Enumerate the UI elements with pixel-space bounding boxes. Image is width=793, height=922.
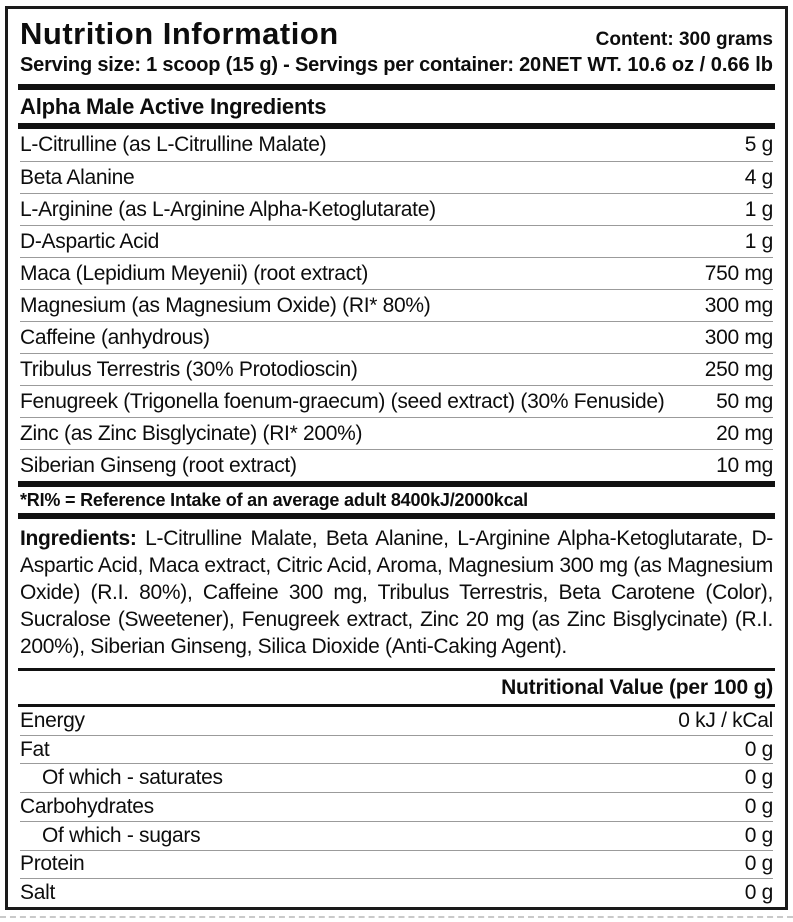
row-label: Fenugreek (Trigonella foenum-graecum) (seed extract) (30% Fenuside): [20, 389, 665, 413]
label-header: [8, 9, 785, 84]
table-row: [20, 129, 773, 161]
table-row: [20, 289, 773, 321]
row-value: 0 g: [744, 852, 773, 876]
row-label: Tribulus Terrestris (30% Protodioscin): [20, 357, 358, 381]
table-row: [20, 161, 773, 193]
row-value: 0 g: [744, 823, 773, 847]
row-value: 20 mg: [716, 421, 773, 445]
table-row: [20, 792, 773, 821]
row-label: Beta Alanine: [20, 165, 135, 189]
page-title: Nutrition Information: [20, 16, 339, 51]
table-row: [20, 225, 773, 257]
ingredients-paragraph: [8, 519, 785, 668]
row-label: L-Arginine (as L-Arginine Alpha-Ketoglutarate): [20, 197, 436, 221]
header-left: [20, 16, 541, 78]
table-row: [20, 707, 773, 735]
row-value: 10 mg: [716, 453, 773, 477]
row-label: Caffeine (anhydrous): [20, 325, 210, 349]
row-label: Energy: [20, 708, 85, 732]
content-weight-text: Content: 300 grams: [595, 29, 773, 50]
ingredients-text: L-Citrulline Malate, Beta Alanine, L-Arginine Alpha-Ketoglutarate, D-Aspartic Acid, Maca extract, Citric Acid, Aroma, Magnesium 300 mg (as Magnesium Oxide) (R.I. 80%), Caffeine 300 mg, Tribulus Terrestris, Beta Carotene (Color), Sucralose (Sweetener), Fenugreek extract, Zinc 20 mg (as Zinc Bisglycinate) (R.I. 200%), Siberian Ginseng, Silica Dioxide (Anti-Caking Agent).: [20, 527, 773, 658]
table-row: [20, 763, 773, 792]
table-row: [20, 878, 773, 907]
row-value: 0 g: [744, 795, 773, 819]
row-label: Maca (Lepidium Meyenii) (root extract): [20, 261, 369, 285]
table-row: [20, 257, 773, 289]
table-row: [20, 321, 773, 353]
row-value: 0 g: [744, 766, 773, 790]
table-row: [20, 449, 773, 481]
row-value: 50 mg: [716, 389, 773, 413]
table-row: [20, 353, 773, 385]
table-row: [20, 385, 773, 417]
row-value: 1 g: [744, 197, 773, 221]
header-right: [542, 27, 773, 78]
row-label: Of which - saturates: [42, 766, 223, 790]
net-weight-text: NET WT. 10.6 oz / 0.66 lb: [541, 54, 773, 76]
row-value: 4 g: [744, 165, 773, 189]
row-value: 0 g: [744, 881, 773, 905]
row-label: Protein: [20, 852, 85, 876]
row-label: Salt: [20, 881, 55, 905]
serving-size-text: Serving size: 1 scoop (15 g) - Servings per container: 20: [20, 54, 541, 76]
ingredients-label: Ingredients:: [20, 527, 137, 550]
cut-line: [0, 916, 793, 918]
row-value: 1 g: [744, 229, 773, 253]
table-row: [20, 850, 773, 879]
row-value: 0 g: [744, 737, 773, 761]
nutrition-label: [5, 6, 788, 910]
row-label: Magnesium (as Magnesium Oxide) (RI* 80%): [20, 293, 431, 317]
row-value: 5 g: [744, 133, 773, 156]
active-ingredients-table: [8, 129, 785, 481]
nutritional-value-table: [8, 707, 785, 907]
table-row: [20, 193, 773, 225]
row-label: D-Aspartic Acid: [20, 229, 160, 253]
row-label: Fat: [20, 737, 50, 761]
nutritional-value-section-title: Nutritional Value (per 100 g): [501, 675, 773, 699]
row-value: 300 mg: [704, 293, 773, 317]
table-row: [20, 735, 773, 764]
active-ingredients-section-title: Alpha Male Active Ingredients: [20, 93, 327, 119]
row-value: 300 mg: [704, 325, 773, 349]
row-value: 750 mg: [704, 261, 773, 285]
row-label: Of which - sugars: [42, 823, 201, 847]
table-row: [20, 417, 773, 449]
table-row: [20, 821, 773, 850]
reference-intake-footnote: *RI% = Reference Intake of an average adult 8400kJ/2000kcal: [20, 489, 528, 510]
row-label: Carbohydrates: [20, 795, 154, 819]
row-label: Siberian Ginseng (root extract): [20, 453, 297, 477]
row-label: Zinc (as Zinc Bisglycinate) (RI* 200%): [20, 421, 363, 445]
row-label: L-Citrulline (as L-Citrulline Malate): [20, 133, 327, 156]
row-value: 250 mg: [704, 357, 773, 381]
row-value: 0 kJ / kCal: [678, 708, 773, 732]
